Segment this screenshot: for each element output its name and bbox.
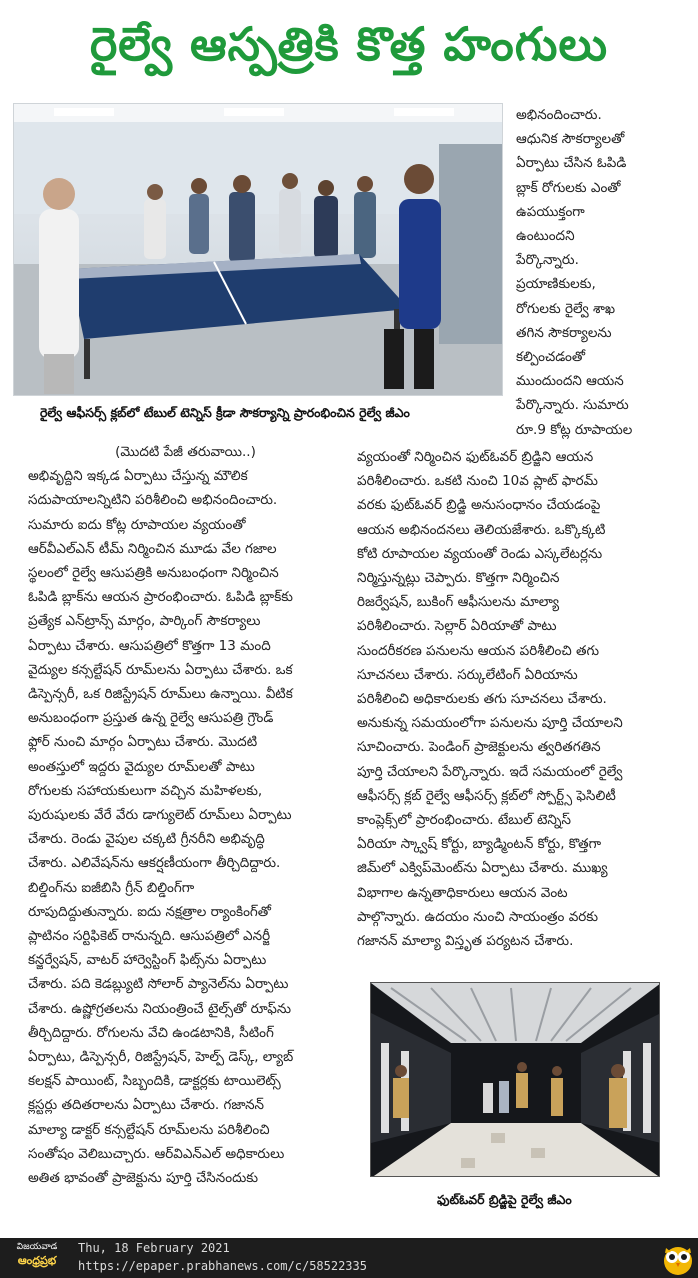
text-line: సదుపాయాలన్నిటిని పరిశీలించి అభినందించారు. (28, 492, 278, 509)
text-line: ఉపయుక్తంగా (516, 203, 585, 220)
text-line: అనుబంధంగా ప్రస్తుత ఉన్న రైల్వే ఆసుపత్రి గ్రౌండ్ (28, 710, 274, 727)
text-line: అభివృద్దిని ఇక్కడ ఏర్పాటు చేస్తున్న మౌలిక (28, 468, 248, 485)
text-line: ఆర్‌వీఎల్‌ఎన్ టీమ్ నిర్మించిన మూడు వేల గజాల (28, 540, 277, 557)
article-column-middle (357, 445, 697, 953)
text-line: ఏర్పాటు చేసిన ఓపిడి (516, 155, 627, 172)
text-line: సూచించారు. పెండింగ్ ప్రాజెక్టులను త్వరితగతిన (357, 739, 601, 756)
headline: రైల్వే ఆస్పత్రికి కొత్త హంగులు (90, 17, 608, 71)
text-line: ముందుందని ఆయన (516, 373, 624, 390)
text-line: పరిశీలించారు. సెల్లార్ ఏరియాతో పాటు (357, 618, 557, 635)
text-line: సంతోషం వెలిబుచ్చారు. ఆర్‌విఎన్‌ఎల్ అధికారులు (28, 1145, 285, 1162)
text-line: ప్లాటినం సర్టిఫికెట్ రానున్నది. ఆసుపత్రిలో ఎనర్జీ (28, 928, 271, 945)
text-line: పరిశీలించారు. ఒకటి నుంచి 10వ ప్లాట్ ఫారమ్ (357, 473, 598, 490)
article-column-right (516, 103, 696, 442)
text-line: అంతస్తులో ఇద్దరు వైద్యుల రూమ్‌లతో పాటు (28, 758, 255, 775)
newspaper-logo[interactable] (6, 1242, 68, 1274)
text-line: వ్యయంతో నిర్మించిన ఫుట్‌ఓవర్ బ్రిడ్జిని ఆయన (357, 449, 594, 465)
text-line: బిల్డింగ్‌ను ఐజీబిసి గ్రీన్ బిల్డింగ్‌గా (28, 879, 195, 896)
text-line: ప్రత్యేక ఎన్‌ట్రాన్స్ మార్గం, పార్కింగ్ సౌకర్యాలు (28, 613, 261, 630)
edition-label: విజయవాడ (16, 1242, 58, 1252)
publish-date: Thu, 18 February 2021 (78, 1241, 230, 1255)
text-line: సుమారు ఐదు కోట్ల రూపాయల వ్యయంతో (28, 516, 246, 533)
text-line: పూర్తి చేయాలని పేర్కొన్నారు. ఇదే సమయంలో రైల్వే (357, 763, 623, 780)
article-column-left (28, 440, 358, 1190)
text-line: చేశారు. పది కెడబ్ల్యుటి సోలార్ ప్యానెల్‌ను ఏర్పాటు (28, 976, 289, 993)
text-line: రిజర్వేషన్, బుకింగ్ ఆఫీసులను మాల్యా (357, 594, 560, 611)
continued-note: (మొదటి పేజీ తరువాయి..) (115, 444, 256, 460)
text-line: కన్జర్వేషన్, వాటర్ హార్వెస్టింగ్ ఫిట్స్‌ను ఏర్పాటు (28, 952, 267, 969)
text-line: సుందరీకరణ పనులను ఆయన పరిశీలించి తగు (357, 642, 600, 659)
text-line: రోగులకు సహాయకులుగా వచ్చిన మహిళలకు, (28, 782, 263, 799)
owl-mascot-icon (660, 1240, 696, 1276)
text-line: అనుకున్న సమయంలోగా పనులను పూర్తి చేయాలని (357, 715, 623, 732)
text-line: ప్రయాణికులకు, (516, 276, 596, 293)
foot-over-bridge-scene-image (371, 983, 660, 1177)
text-line: వైద్యుల కన్సల్టేషన్ రూమ్‌లను ఏర్పాటు చేశారు. ఒక (28, 661, 293, 678)
text-line: ఆఫీసర్స్ క్లబ్ రైల్వే ఆఫీసర్స్ క్లబ్‌లో స్పోర్ట్స్ ఫెసిలిటీ (357, 787, 616, 804)
text-line: కల్పించడంతో (516, 349, 586, 366)
text-line: అతిత భావంతో ప్రాజెక్టును పూర్తి చేసినందుకు (28, 1170, 259, 1187)
text-line: చేశారు. ఎలివేషన్‌ను ఆకర్షణీయంగా తీర్చిదిద్దారు. (28, 855, 281, 872)
text-line: జిమ్‌లో ఎక్విప్‌మెంట్‌ను ఏర్పాటు చేశారు. ముఖ్య (357, 860, 608, 877)
text-line: రోగులకు రైల్వే శాఖ (516, 300, 616, 317)
article-photo-table-tennis (13, 103, 503, 396)
text-line: తగిన సౌకర్యాలను (516, 324, 612, 341)
text-line: ఆయన అభినందనలు తెలియజేశారు. ఒక్కొక్కటి (357, 521, 606, 538)
text-line: బ్లాక్ రోగులకు ఎంతో (516, 179, 621, 196)
text-line: ఏర్పాటు చేశారు. ఆసుపత్రిలో కొత్తగా 13 మంది (28, 637, 271, 654)
text-line: డిస్పెన్సరీ, ఒక రిజిస్ట్రేషన్ రూమ్‌లు ఉన్నాయి. వీటిక (28, 686, 293, 703)
text-line: అభినందించారు. (516, 107, 602, 123)
clip-url-link[interactable]: https://epaper.prabhanews.com/c/58522335 (78, 1259, 367, 1273)
text-line: గజానన్ మాల్యా విస్తృత పర్యటన చేశారు. (357, 933, 574, 950)
text-line: కోటి రూపాయల వ్యయంతో రెండు ఎస్కలేటర్లను (357, 545, 603, 562)
text-line: మాల్యా డాక్టర్ కన్సల్టేషన్ రూమ్‌లను పరిశీలించి (28, 1121, 270, 1138)
photo2-caption: ఫుట్‌ఓవర్ బ్రిడ్జిపై రైల్వే జీఎం (437, 1192, 572, 1207)
text-line: విభాగాల ఉన్నతాధికారులు ఆయన వెంట (357, 884, 568, 901)
text-line: క్లస్టర్లు తదితరాలను ఏర్పాటు చేశారు. గజానన్ (28, 1097, 265, 1114)
text-line: పరిశీలించి అధికారులకు తగు సూచనలు చేశారు. (357, 691, 607, 708)
text-line: పురుషులకు వేరే వేరు డాగ్యులెట్ రూమ్‌లు ఏర్పాటు (28, 807, 292, 824)
text-line: పేర్కొన్నారు. (516, 252, 579, 269)
text-line: ఏర్పాటు, డిస్పెన్సరీ, రిజిస్ట్రేషన్, హెల్ప్ డెస్క్, ల్యాబ్ (28, 1049, 294, 1066)
text-line: ఉంటుందని (516, 228, 575, 245)
photo1-caption: రైల్వే ఆఫీసర్స్ క్లబ్‌లో టేబుల్ టెన్నిస్ క్రీడా సౌకర్యాన్ని ప్రారంభించిన రైల్వే జీఎం (40, 405, 410, 420)
article-photo-foot-over-bridge (370, 982, 660, 1177)
text-line: ఆధునిక సౌకర్యాలతో (516, 131, 625, 148)
text-line: రూపుదిద్దుతున్నారు. ఐదు నక్షత్రాల ర్యాంకింగ్‌తో (28, 903, 271, 920)
text-line: వరకు ఫుట్‌ఓవర్ బ్రిడ్జి అనుసంధానం చేయడంపై (357, 497, 601, 514)
text-line: సూచనలు చేశారు. సర్కులేటింగ్ ఏరియాను (357, 666, 578, 683)
text-line: పాల్గొన్నారు. ఉదయం నుంచి సాయంత్రం వరకు (357, 908, 599, 925)
text-line: తీర్చిదిద్దారు. రోగులను వేచి ఉండటానికి, సీటింగ్ (28, 1024, 274, 1041)
text-line: స్థలంలో రైల్వే ఆసుపత్రికి అనుబంధంగా నిర్మించిన (28, 565, 279, 582)
text-line: పేర్కొన్నారు. సుమారు (516, 397, 629, 414)
text-line: నిర్మిస్తున్నట్లు చెప్పారు. కొత్తగా నిర్మించిన (357, 570, 560, 587)
text-line: చేశారు. రెండు వైపుల చక్కటి గ్రీనరీని అభివృద్ధి (28, 831, 265, 848)
paper-name: ఆంధ్రప్రభ (17, 1254, 57, 1267)
text-line: రూ.9 కోట్ల రూపాయల (516, 421, 633, 438)
text-line: చేశారు. ఉష్ణోగ్రతలను నియంత్రించే టైల్స్‌తో రూఫ్‌ను (28, 1000, 291, 1017)
text-line: కలక్షన్ పాయింట్, సిబ్బందికి, డాక్టర్లకు టాయిలెట్స్ (28, 1073, 281, 1090)
table-tennis-scene-image (14, 104, 503, 396)
epaper-footer-bar (0, 1238, 698, 1278)
text-line: ఫ్లోర్ నుంచి మార్గం ఏర్పాటు చేశారు. మొదటి (28, 734, 258, 751)
text-line: ఓపిడి బ్లాక్‌ను ఆయన ప్రారంభించారు. ఓపిడి బ్లాక్‌కు (28, 589, 293, 606)
text-line: కాంప్లెక్స్‌లో ప్రారంభించారు. టేబుల్ టెన్నిస్ (357, 812, 571, 829)
text-line: ఏరియా స్క్వాష్ కోర్టు, బ్యాడ్మింటన్ కోర్టు, కొత్తగా (357, 836, 602, 853)
